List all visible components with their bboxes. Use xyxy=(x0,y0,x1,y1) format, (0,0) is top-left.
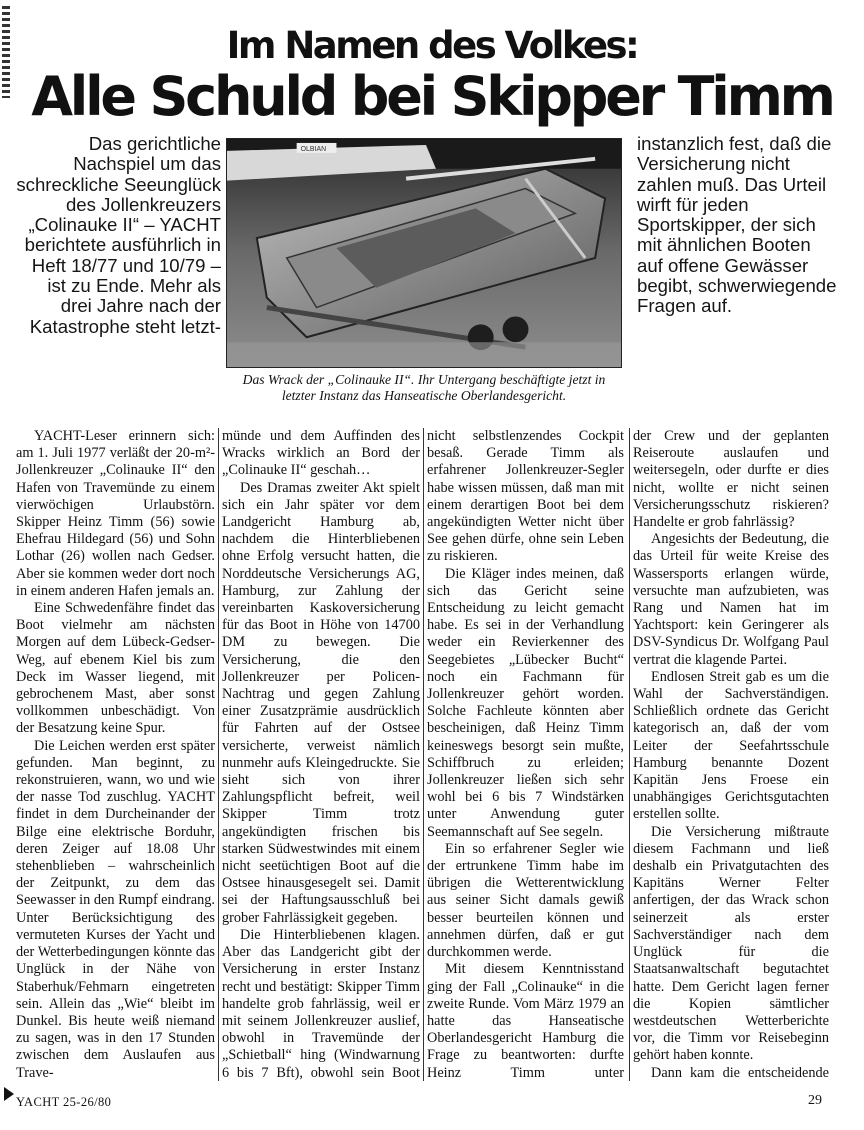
page-number: 29 xyxy=(808,1093,822,1108)
column-rule xyxy=(218,428,219,1081)
article-column-1 xyxy=(16,428,215,1083)
issue-label: YACHT 25-26/80 xyxy=(16,1095,112,1109)
article-column-4 xyxy=(633,428,829,1083)
paragraph: Eine Schwedenfähre findet das Boot vielmehr am nächsten Morgen auf dem Lübeck-Gedser-Weg, auf ebenem Kiel bis zum Deck im Wasser liegend, mit gebrochenem Mast, aber sonst vollkommen unbeschädigt. Von der Besatzung keine Spur. xyxy=(16,600,215,737)
paragraph: Die Kläger indes meinen, daß sich das Gericht seine Entscheidung zu leicht gemacht habe. Es sei in der Verhandlung weder ein Revierkenner des Seegebietes „Lübecker Bucht“ noch ein Fachmann für Jollenkreuzer gehört worden. Solche Fachleute könnten aber bescheinigen, daß Heinz Timm keineswegs besorgt sein mußte, Schiffbruch zu erleiden; Jollenkreuzer ließen sich sehr wohl bei 6 bis 7 Windstärken unter Anwendung guter Seemannschaft auf See segeln. xyxy=(427,565,624,840)
paragraph: Angesichts der Bedeutung, die das Urteil für weite Kreise des Wassersports erlangen würde, versuchte man aufzubieten, was Rang und Namen hat im Yachtsport: kein Geringerer als DSV-Syndicus Dr. Wolfgang Paul vertrat die klagende Partei. xyxy=(633,531,829,668)
paragraph: Des Dramas zweiter Akt spielt sich ein Jahr später vor dem Landgericht Hamburg ab, nachdem die Hinterbliebenen ohne Erfolg versucht hatten, die Norddeutsche Versicherungs AG, Hamburg, zur Zahlung der vereinbarten Kaskoversicherung für das Boot in Höhe von 14700 DM zu bewegen. Die Versicherung, die den Jollenkreuzer per Policen-Nachtrag und gegen Zahlung einer Zusatzprämie ausdrücklich für Fahrten auf der Ostsee versicherte, verweist nämlich nunmehr aufs Kleingedruckte. Sie sieht sich von ihrer Zahlungspflicht befreit, weil Skipper Timm trotz angekündigten frischen bis starken Südwestwindes mit einem nicht seetüchtigen Boot auf die Ostsee hinausgesegelt sei. Damit sei der Haftungsausschluß bei grober Fahrlässigkeit gegeben. xyxy=(222,479,420,926)
paragraph: YACHT-Leser erinnern sich: am 1. Juli 1977 verläßt der 20-m²-Jollenkreuzer „Colinauke II“ den Hafen von Travemünde zu einem vierwöchigen Urlaubstörn. Skipper Heinz Timm (56) sowie Ehefrau Hildegard (56) und Sohn Lothar (26) wollen nach Gedser. Aber sie kommen weder dort noch in einem anderen Hafen jemals an. xyxy=(16,428,215,599)
paragraph: münde und dem Auffinden des Wracks wirklich an Bord der „Colinauke II“ geschah… xyxy=(222,428,420,479)
column-rule xyxy=(629,428,630,1081)
headline-title: Alle Schuld bei Skipper Timm xyxy=(31,65,833,128)
corner-triangle-mark xyxy=(4,1087,14,1101)
paragraph: Ein so erfahrener Segler wie der ertrunkene Timm habe im übrigen die Wetterentwicklung aus seiner Sicht damals gewiß besser beurteilen können und annehmen dürfen, daß er gut durchkommen werde. xyxy=(427,840,624,961)
article-column-2 xyxy=(222,428,420,1083)
headline-kicker: Im Namen des Volkes: xyxy=(226,24,638,67)
photo-caption: Das Wrack der „Colinauke II“. Ihr Untergang beschäftigte jetzt in letzter Instanz das Hanseatische Oberlandesgericht. xyxy=(242,372,606,403)
paragraph: Die Hinterbliebenen klagen. Aber das Landgericht gibt der Versicherung in erster Instanz recht und bestätigt: Skipper Timm handelte grob fahrlässig, weil er mit seinem Jollenkreuzer auslief, obwohl in Travemünde der „Schietball“ hing (Windwarnung 6 bis 7 Bft), obwohl sein Boot xyxy=(222,926,420,1081)
column-rule xyxy=(423,428,424,1081)
paragraph: Die Leichen werden erst später gefunden. Man beginnt, zu rekonstruieren, wann, wo und wie der nasse Tod zuschlug. YACHT findet in dem Durcheinander der Bilge eine elektrische Borduhr, deren Zeiger auf 18.08 Uhr stehenblieben – wahrscheinlich der Zeitpunkt, zu dem das Seewasser in den Rumpf eindrang. Unter Berücksichtigung des vermuteten Kurses der Yacht und der Wetterbedingungen könnte das Unglück in der Nähe von Staberhuk/Fehmarn eingetreten sein. Allein das „Wie“ bleibt im Dunkel. Bis heute weiß niemand zu sagen, was in den 17 Stunden zwischen dem Auslaufen aus Trave- xyxy=(16,737,215,1081)
wreck-photo xyxy=(226,138,622,368)
boat-wreck-image xyxy=(227,139,621,367)
paragraph: nicht selbstlenzendes Cockpit besaß. Gerade Timm als erfahrener Jollenkreuzer-Segler habe wissen müssen, daß man mit einem derartigen Boot bei dem angekündigten Wetter nicht über See gehen dürfe, ohne sein Leben zu riskieren. xyxy=(427,428,624,565)
paragraph: der Crew und der geplanten Reiseroute auslaufen und weitersegeln, oder durfte er dies nicht, wollte er nicht seinen Versicherungsschutz riskieren? Handelte er grob fahrlässig? xyxy=(633,428,829,531)
paragraph: Dann kam die entscheidende xyxy=(651,1064,829,1081)
paragraph: Mit diesem Kenntnisstand ging der Fall „Colinauke“ in die zweite Runde. Vom März 1979 an hatte das Hanseatische Oberlandesgericht Hamburg die Frage zu beantworten: durfte Heinz Timm unter xyxy=(427,961,624,1081)
paragraph: Die Versicherung mißtraute diesem Fachmann und ließ deshalb ein Privatgutachten des Kapitäns Werner Felter anfertigen, der das Wrack schon seinerzeit als erster Sachverständiger nach dem Unglück für die Staatsanwaltschaft begutachtet hatte. Dem Gericht lagen ferner die Kopien sämtlicher westdeutschen Wetterberichte vor, die Timm vor Reisebeginn gehört haben konnte. xyxy=(633,823,829,1064)
article-column-3 xyxy=(427,428,624,1083)
lead-text-right: instanzlich fest, daß die Versicherung nicht zahlen muß. Das Urteil wirft für jeden Sportskipper, der sich mit ähnlichen Booten auf offene Gewässer begibt, schwerwiegende Fragen auf. xyxy=(637,133,837,317)
boat-name-sign: OLBIAN xyxy=(300,145,327,153)
paragraph: Endlosen Streit gab es um die Wahl der Sachverständigen. Schließlich ordnete das Gericht kategorisch an, daß der vom Leiter der Seefahrtsschule Hamburg benannte Dozent Kapitän Jens Froese ein unabhängiges Gerichtsgutachten erstellen sollte. xyxy=(633,668,829,823)
lead-text-left: Das gerichtliche Nachspiel um das schreckliche Seeunglück des Jollenkreuzers „Colinauke II“ – YACHT berichtete ausführlich in Heft 18/77 und 10/79 – ist zu Ende. Mehr als drei Jahre nach der Katastrophe steht letzt- xyxy=(16,133,221,337)
